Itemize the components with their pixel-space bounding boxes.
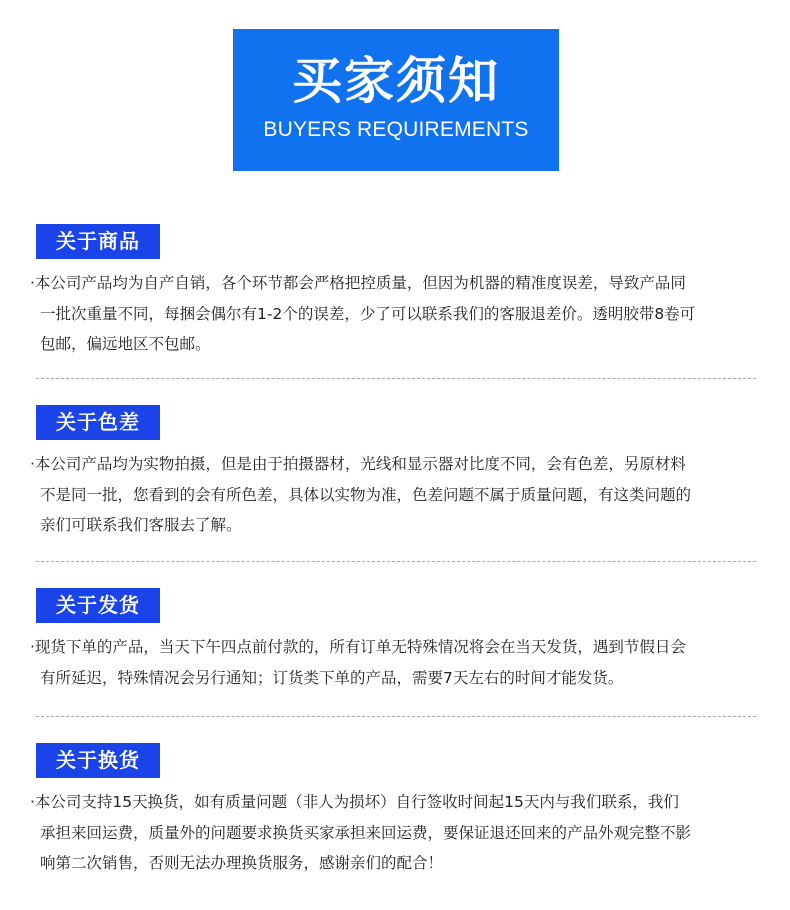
section-text-shipping bbox=[30, 632, 760, 693]
text-line: 一批次重量不同，每捆会偶尔有1-2个的误差，少了可以联系我们的客服退差价。透明胶带8卷可 bbox=[40, 304, 696, 323]
section-label-product: 关于商品 bbox=[36, 224, 160, 259]
section-label-shipping: 关于发货 bbox=[36, 588, 160, 623]
section-label-exchange: 关于换货 bbox=[36, 743, 160, 778]
page-title: 买家须知 bbox=[292, 52, 500, 110]
dashed-divider bbox=[36, 378, 756, 379]
section-text-exchange bbox=[30, 787, 760, 879]
section-text-product bbox=[30, 268, 760, 360]
text-line: 包邮，偏远地区不包邮。 bbox=[40, 335, 211, 353]
section-text-color-difference bbox=[30, 449, 760, 541]
text-line: 承担来回运费，质量外的问题要求换货买家承担来回运费，要保证退还回来的产品外观完整不影 bbox=[40, 823, 692, 842]
text-line: ·本公司支持15天换货，如有质量问题（非人为损坏）自行签收时间起15天内与我们联系，我们 bbox=[30, 793, 679, 811]
section-label-color-difference: 关于色差 bbox=[36, 405, 160, 440]
buyers-requirements-banner bbox=[233, 29, 559, 171]
page-subtitle: BUYERS REQUIREMENTS bbox=[263, 118, 529, 141]
text-line: ·现货下单的产品，当天下午四点前付款的，所有订单无特殊情况将会在当天发货，遇到节假日会 bbox=[30, 638, 686, 656]
text-line: 亲们可联系我们客服去了解。 bbox=[40, 516, 242, 534]
dashed-divider bbox=[36, 716, 756, 717]
text-line: ·本公司产品均为实物拍摄，但是由于拍摄器材，光线和显示器对比度不同，会有色差，另原材料 bbox=[30, 455, 686, 473]
dashed-divider bbox=[36, 561, 756, 562]
text-line: 有所延迟，特殊情况会另行通知；订货类下单的产品，需要7天左右的时间才能发货。 bbox=[40, 668, 624, 687]
text-line: 不是同一批，您看到的会有所色差，具体以实物为准，色差问题不属于质量问题，有这类问题的 bbox=[40, 485, 692, 504]
text-line: ·本公司产品均为自产自销，各个环节都会严格把控质量，但因为机器的精准度误差，导致产品同 bbox=[30, 274, 686, 292]
text-line: 响第二次销售，否则无法办理换货服务，感谢亲们的配合！ bbox=[40, 854, 444, 872]
